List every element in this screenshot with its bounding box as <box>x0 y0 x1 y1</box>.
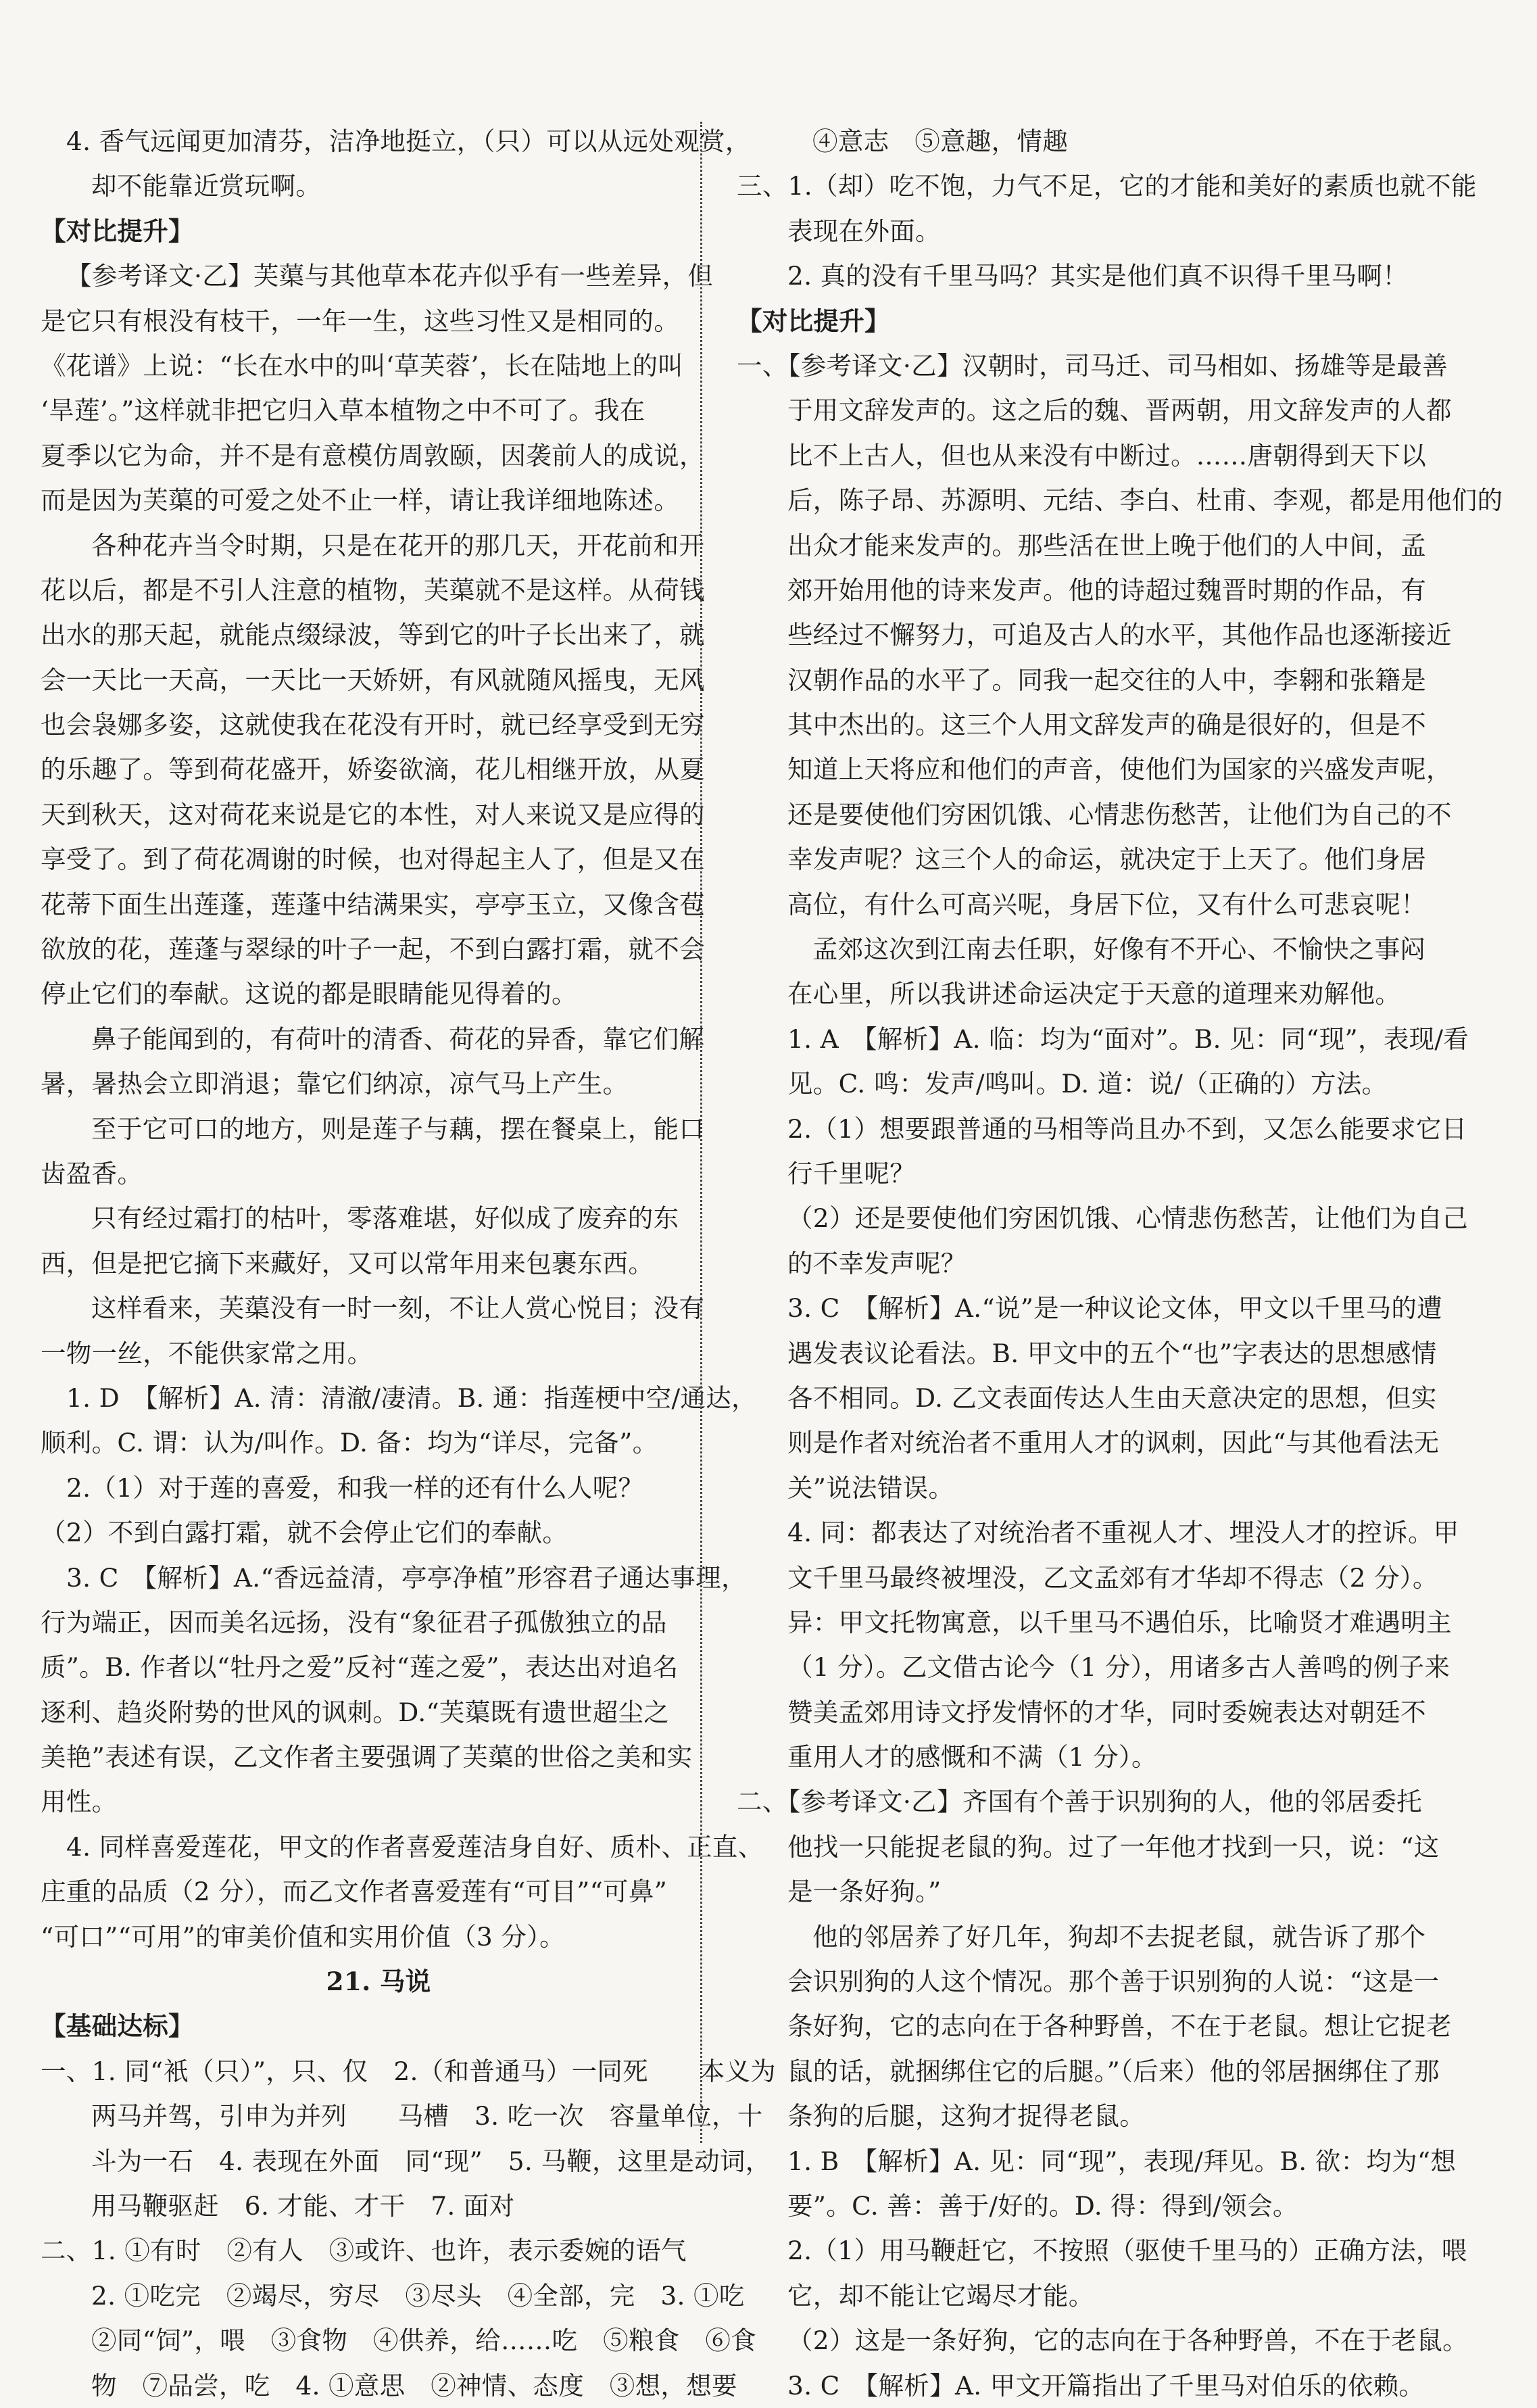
text-line: 斗为一石 4. 表现在外面 同“现” 5. 马鞭，这里是动词， <box>91 2146 771 2176</box>
text-line: 二、【参考译文·乙】齐国有个善于识别狗的人，他的邻居委托 <box>737 1787 1423 1817</box>
text-line: 后，陈子昂、苏源明、元结、李白、杜甫、李观，都是用他们的 <box>787 485 1503 516</box>
text-line: 夏季以它为命，并不是有意模仿周敦颐，因袭前人的成说， <box>41 440 705 471</box>
text-line: 条狗的后腿，这狗才捉得老鼠。 <box>787 2101 1146 2132</box>
text-line: 两马并驾，引申为并列 马槽 3. 吃一次 容量单位，十 <box>91 2101 763 2132</box>
text-line: 质”。B. 作者以“牡丹之爱”反衬“莲之爱”，表达出对追名 <box>41 1652 679 1683</box>
right-column <box>737 119 1503 2408</box>
text-line: 重用人才的感慨和不满（1 分）。 <box>787 1742 1157 1773</box>
text-line: 他找一只能捉老鼠的狗。过了一年他才找到一只，说：“这 <box>787 1831 1440 1862</box>
text-line: 比不上古人，但也从来没有中断过。……唐朝得到天下以 <box>787 440 1426 471</box>
text-line: 花蒂下面生出莲蓬，莲蓬中结满果实，亭亭玉立，又像含苞 <box>41 889 705 919</box>
text-line: 用马鞭驱赶 6. 才能、才干 7. 面对 <box>91 2190 515 2221</box>
text-line: 享受了。到了荷花凋谢的时候，也对得起主人了，但是又在 <box>41 844 705 875</box>
text-line: ②同“饲”，喂 ③食物 ④供养，给……吃 ⑤粮食 ⑥食 <box>91 2326 756 2356</box>
text-line: 的不幸发声呢？ <box>787 1248 967 1278</box>
text-line: 1. A 【解析】A. 临：均为“面对”。B. 见：同“现”，表现/看 <box>787 1024 1469 1054</box>
text-line: 2.（1）对于莲的喜爱，和我一样的还有什么人呢？ <box>66 1472 644 1503</box>
text-line: 2.（1）想要跟普通的马相等尚且办不到，又怎么能要求它日 <box>787 1113 1467 1144</box>
text-line: 4. 同样喜爱莲花，甲文的作者喜爱莲洁身自好、质朴、正直、 <box>66 1831 764 1862</box>
text-line: 行千里呢？ <box>787 1158 915 1188</box>
text-line: 是一条好狗。” <box>787 1877 942 1907</box>
text-line: 美艳”表述有误，乙文作者主要强调了芙蕖的世俗之美和实 <box>41 1742 693 1773</box>
text-line: 三、1.（却）吃不饱，力气不足，它的才能和美好的素质也就不能 <box>737 171 1477 201</box>
text-line: 逐利、趋炎附势的世风的讽刺。D.“芙蕖既有遗世超尘之 <box>41 1697 670 1727</box>
text-line: 花以后，都是不引人注意的植物，芙蕖就不是这样。从荷钱 <box>41 575 705 605</box>
text-line: 一物一丝，不能供家常之用。 <box>41 1338 373 1368</box>
section-header: 【对比提升】 <box>737 306 890 336</box>
text-line: 知道上天将应和他们的声音，使他们为国家的兴盛发声呢， <box>787 754 1452 785</box>
text-line: 见。C. 鸣：发声/鸣叫。D. 道：说/（正确的）方法。 <box>787 1069 1388 1099</box>
text-line: 些经过不懈努力，可追及古人的水平，其他作品也逐渐接近 <box>787 620 1452 650</box>
text-line: 还是要使他们穷困饥饿、心情悲伤愁苦，让他们为自己的不 <box>787 799 1452 829</box>
text-line: 3. C 【解析】A. 甲文开篇指出了千里马对伯乐的依赖。 <box>787 2370 1425 2401</box>
text-line: 文千里马最终被埋没，乙文孟郊有才华却不得志（2 分）。 <box>787 1562 1438 1593</box>
text-line: 条好狗，它的志向在于各种野兽，不在于老鼠。想让它捉老 <box>787 2011 1452 2042</box>
text-line: 西，但是把它摘下来藏好，又可以常年用来包裹东西。 <box>41 1248 654 1278</box>
text-line: 高位，有什么可高兴呢，身居下位，又有什么可悲哀呢！ <box>787 889 1426 919</box>
text-line: （1 分）。乙文借古论今（1 分），用诸多古人善鸣的例子来 <box>787 1652 1450 1683</box>
text-line: 一、【参考译文·乙】汉朝时，司马迁、司马相如、扬雄等是最善 <box>737 350 1448 381</box>
text-line: 关”说法错误。 <box>787 1472 954 1503</box>
text-line: 遇发表议论看法。B. 甲文中的五个“也”字表达的思想感情 <box>787 1338 1437 1368</box>
text-line: 《花谱》上说：“长在水中的叫‘草芙蓉’，长在陆地上的叫 <box>41 350 684 381</box>
text-line: 2. 真的没有千里马吗？其实是他们真不识得千里马啊！ <box>787 261 1408 291</box>
section-header: 【基础达标】 <box>41 2011 194 2042</box>
text-line: 表现在外面。 <box>787 216 941 246</box>
text-line: 天到秋天，这对荷花来说是它的本性，对人来说又是应得的 <box>41 799 705 829</box>
text-line: 庄重的品质（2 分），而乙文作者喜爱莲有“可目”“可鼻” <box>41 1877 668 1907</box>
text-line: 4. 香气远闻更加清芬，洁净地挺立，（只）可以从远处观赏， <box>66 126 751 156</box>
text-line: （2）这是一条好狗，它的志向在于各种野兽，不在于老鼠。 <box>787 2326 1468 2356</box>
text-line: 2.（1）用马鞭赶它，不按照（驱使千里马的）正确方法，喂 <box>787 2236 1467 2266</box>
column-divider <box>700 122 702 2143</box>
text-line: 也会袅娜多姿，这就使我在花没有开时，就已经享受到无穷 <box>41 710 705 740</box>
text-line: 至于它可口的地方，则是莲子与藕，摆在餐桌上，能口 <box>91 1113 705 1144</box>
text-line: 停止它们的奉献。这说的都是眼睛能见得着的。 <box>41 979 577 1009</box>
text-line: 幸发声呢？这三个人的命运，就决定于上天了。他们身居 <box>787 844 1426 875</box>
text-line: 顺利。C. 谓：认为/叫作。D. 备：均为“详尽，完备”。 <box>41 1428 658 1458</box>
text-line: 会一天比一天高，一天比一天娇妍，有风就随风摇曳，无风 <box>41 665 705 695</box>
text-line: 孟郊这次到江南去任职，好像有不开心、不愉快之事闷 <box>812 934 1426 965</box>
text-line: 其中杰出的。这三个人用文辞发声的确是很好的，但是不 <box>787 710 1426 740</box>
text-line: 而是因为芙蕖的可爱之处不止一样，请让我详细地陈述。 <box>41 485 679 516</box>
text-line: （2）还是要使他们穷困饥饿、心情悲伤愁苦，让他们为自己 <box>787 1203 1468 1234</box>
text-line: 2. ①吃完 ②竭尽，穷尽 ③尽头 ④全部，完 3. ①吃 <box>91 2280 745 2311</box>
text-line: 只有经过霜打的枯叶，零落难堪，好似成了废弃的东 <box>91 1203 679 1234</box>
text-line: 则是作者对统治者不重用人才的讽刺，因此“与其他看法无 <box>787 1428 1440 1458</box>
section-title: 21. 马说 <box>326 1967 431 1997</box>
text-line: 3. C 【解析】A.“香远益清，亭亭净植”形容君子通达事理， <box>66 1562 747 1593</box>
text-line: “可口”“可用”的审美价值和实用价值（3 分）。 <box>41 1921 565 1952</box>
text-line: 于用文辞发声的。这之后的魏、晋两朝，用文辞发声的人都 <box>787 395 1452 426</box>
text-line: 4. 同：都表达了对统治者不重视人才、埋没人才的控诉。甲 <box>787 1518 1459 1548</box>
text-line: 一、1. 同“衹（只）”，只、仅 2.（和普通马）一同死 本义为 <box>41 2056 776 2086</box>
text-line: 的乐趣了。等到荷花盛开，娇姿欲滴，花儿相继开放，从夏 <box>41 754 705 785</box>
text-line: ‘旱莲’。”这样就非把它归入草本植物之中不可了。我在 <box>41 395 645 426</box>
text-line: ④意志 ⑤意趣，情趣 <box>812 126 1068 156</box>
text-line: 在心里，所以我讲述命运决定于天意的道理来劝解他。 <box>787 979 1401 1009</box>
text-line: 欲放的花，莲蓬与翠绿的叶子一起，不到白露打霜，就不会 <box>41 934 705 965</box>
text-line: 是它只有根没有枝干，一年一生，这些习性又是相同的。 <box>41 306 679 336</box>
text-line: 却不能靠近赏玩啊。 <box>91 171 322 201</box>
text-line: 1. D 【解析】A. 清：清澈/凄清。B. 通：指莲梗中空/通达， <box>66 1382 757 1413</box>
text-line: 【参考译文·乙】芙蕖与其他草本花卉似乎有一些差异，但 <box>66 261 714 291</box>
text-line: 二、1. ①有时 ②有人 ③或许、也许，表示委婉的语气 <box>41 2236 687 2266</box>
text-line: 各种花卉当令时期，只是在花开的那几天，开花前和开 <box>91 530 705 560</box>
text-line: 异：甲文托物寓意，以千里马不遇伯乐，比喻贤才难遇明主 <box>787 1607 1452 1637</box>
text-line: 鼻子能闻到的，有荷叶的清香、荷花的异香，靠它们解 <box>91 1024 705 1054</box>
text-line: 用性。 <box>41 1787 118 1817</box>
text-line: 它，却不能让它竭尽才能。 <box>787 2280 1094 2311</box>
text-line: 赞美孟郊用诗文抒发情怀的才华，同时委婉表达对朝廷不 <box>787 1697 1426 1727</box>
text-line: （2）不到白露打霜，就不会停止它们的奉献。 <box>41 1518 568 1548</box>
text-line: 这样看来，芙蕖没有一时一刻，不让人赏心悦目；没有 <box>91 1293 705 1324</box>
text-line: 郊开始用他的诗来发声。他的诗超过魏晋时期的作品，有 <box>787 575 1426 605</box>
text-line: 会识别狗的人这个情况。那个善于识别狗的人说：“这是一 <box>787 1967 1440 1997</box>
text-line: 各不相同。D. 乙文表面传达人生由天意决定的思想，但实 <box>787 1382 1437 1413</box>
text-line: 出众才能来发声的。那些活在世上晚于他们的人中间，孟 <box>787 530 1426 560</box>
text-line: 汉朝作品的水平了。同我一起交往的人中，李翱和张籍是 <box>787 665 1426 695</box>
text-line: 鼠的话，就捆绑住它的后腿。”（后来）他的邻居捆绑住了那 <box>787 2056 1440 2086</box>
text-line: 他的邻居养了好几年，狗却不去捉老鼠，就告诉了那个 <box>812 1921 1426 1952</box>
left-column <box>41 119 776 2408</box>
text-line: 齿盈香。 <box>41 1158 143 1188</box>
text-line: 出水的那天起，就能点缀绿波，等到它的叶子长出来了，就 <box>41 620 705 650</box>
text-line: 行为端正，因而美名远扬，没有“象征君子孤傲独立的品 <box>41 1607 667 1637</box>
section-header: 【对比提升】 <box>41 216 194 246</box>
text-line: 物 ⑦品尝，吃 4. ①意思 ②神情、态度 ③想，想要 <box>91 2370 737 2401</box>
text-line: 1. B 【解析】A. 见：同“现”，表现/拜见。B. 欲：均为“想 <box>787 2146 1457 2176</box>
text-line: 3. C 【解析】A.“说”是一种议论文体，甲文以千里马的遭 <box>787 1293 1442 1324</box>
text-line: 暑，暑热会立即消退；靠它们纳凉，凉气马上产生。 <box>41 1069 629 1099</box>
text-line: 要”。C. 善：善于/好的。D. 得：得到/领会。 <box>787 2190 1298 2221</box>
